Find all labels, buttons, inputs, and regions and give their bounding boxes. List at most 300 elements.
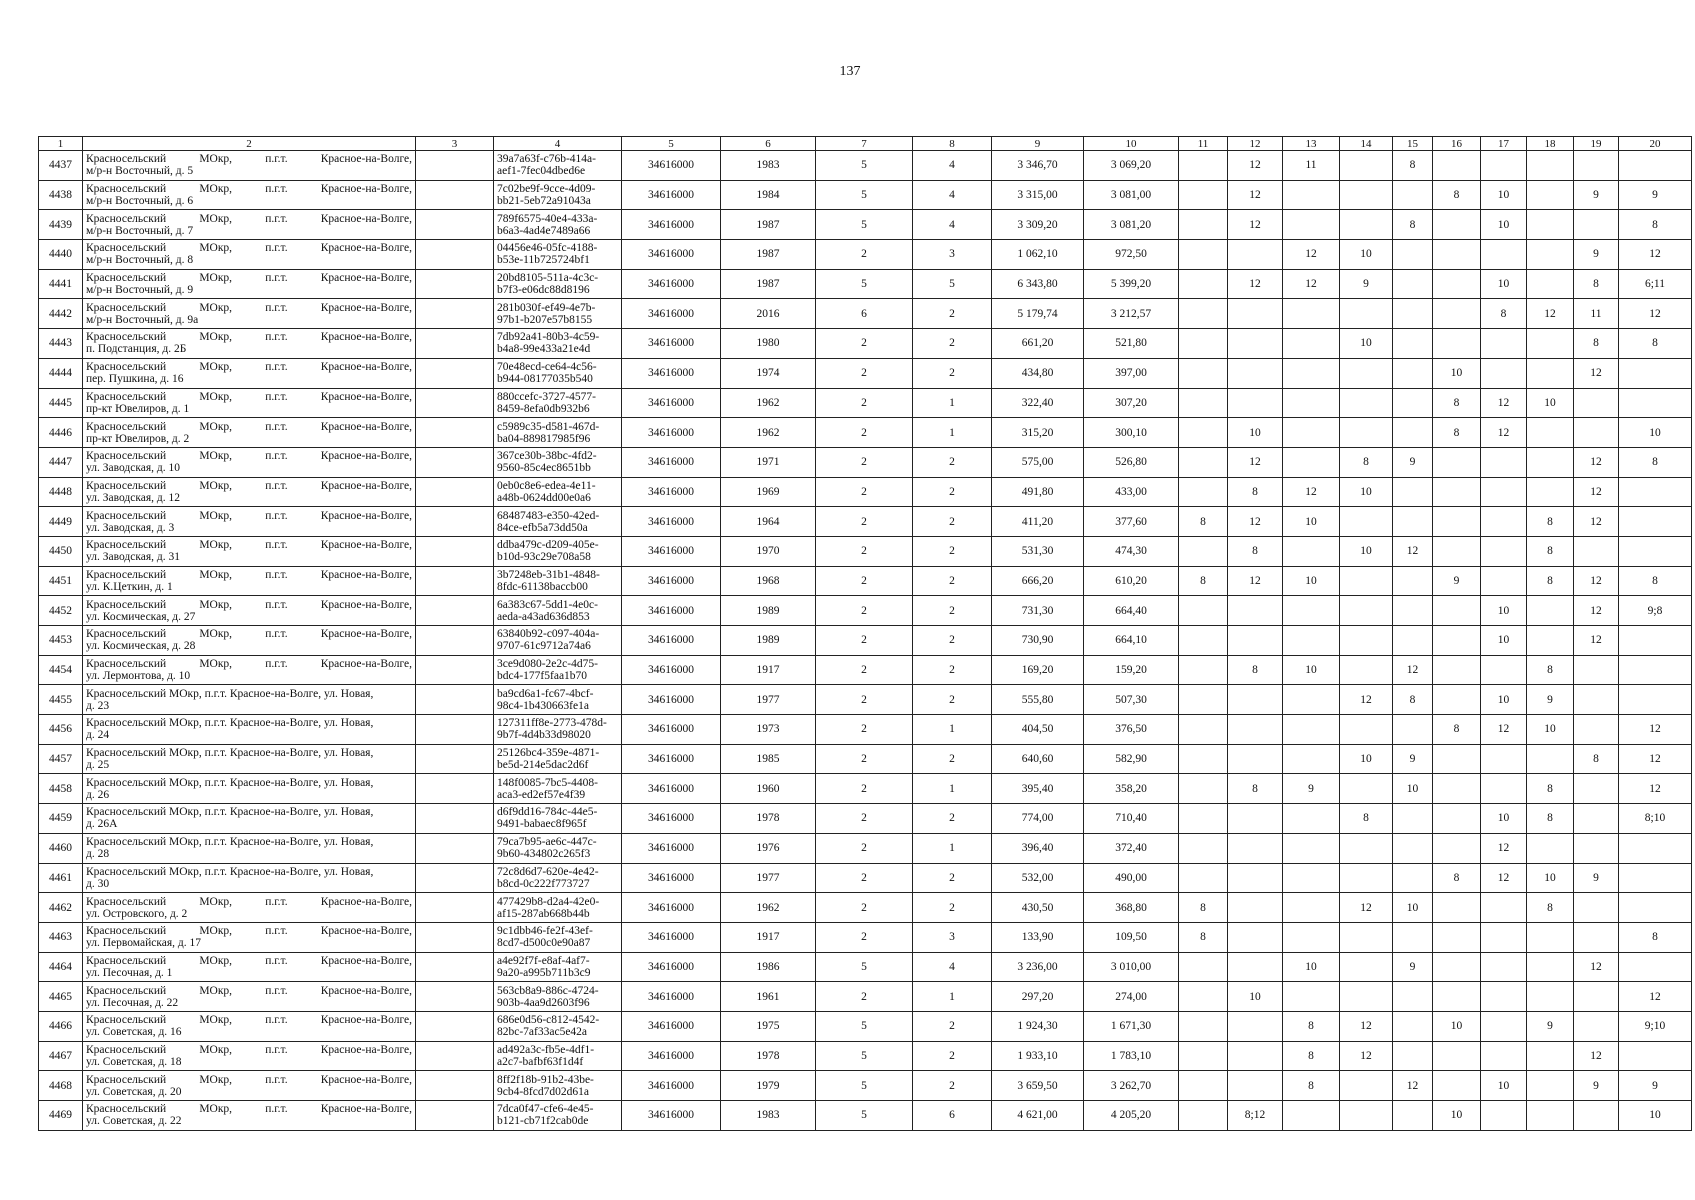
guid-line-2: 9491-babaec8f965f bbox=[497, 818, 587, 831]
year-cell: 1976 bbox=[721, 833, 816, 863]
column-17-cell bbox=[1481, 982, 1527, 1012]
guid-cell bbox=[494, 744, 622, 774]
okato-cell: 34616000 bbox=[622, 804, 721, 834]
okato-cell: 34616000 bbox=[622, 715, 721, 745]
column-3-cell bbox=[416, 240, 494, 270]
column-7-cell: 2 bbox=[816, 566, 913, 596]
column-8-cell: 2 bbox=[913, 655, 992, 685]
column-18-cell: 12 bbox=[1527, 299, 1574, 329]
column-11-cell: 8 bbox=[1179, 507, 1228, 537]
year-cell: 1979 bbox=[721, 1071, 816, 1101]
address-line-2: м/р-н Восточный, д. 8 bbox=[86, 254, 194, 267]
year-cell: 1987 bbox=[721, 269, 816, 299]
guid-line-1: ddba479c-d209-405e- bbox=[497, 539, 599, 552]
column-17-cell: 10 bbox=[1481, 685, 1527, 715]
column-13-cell bbox=[1283, 982, 1340, 1012]
guid-line-2: a48b-0624dd00e0a6 bbox=[497, 491, 591, 504]
column-13-cell: 8 bbox=[1283, 1011, 1340, 1041]
guid-line-1: 6a383c67-5dd1-4e0c- bbox=[497, 598, 598, 611]
column-18-cell bbox=[1527, 596, 1574, 626]
address-line-2: д. 23 bbox=[86, 699, 110, 712]
address-line-2: ул. Лермонтова, д. 10 bbox=[86, 670, 191, 683]
column-18-cell bbox=[1527, 744, 1574, 774]
column-8-cell: 2 bbox=[913, 685, 992, 715]
column-20-cell: 10 bbox=[1619, 1101, 1692, 1131]
living-area-cell: 490,00 bbox=[1084, 863, 1179, 893]
living-area-cell: 521,80 bbox=[1084, 329, 1179, 359]
okato-cell: 34616000 bbox=[622, 240, 721, 270]
total-area-cell: 3 309,20 bbox=[992, 210, 1084, 240]
column-header-15: 15 bbox=[1393, 137, 1433, 151]
column-7-cell: 2 bbox=[816, 418, 913, 448]
living-area-cell: 507,30 bbox=[1084, 685, 1179, 715]
column-12-cell bbox=[1228, 685, 1283, 715]
column-19-cell: 9 bbox=[1574, 1071, 1619, 1101]
okato-cell: 34616000 bbox=[622, 180, 721, 210]
column-16-cell bbox=[1433, 922, 1481, 952]
column-14-cell: 12 bbox=[1340, 1041, 1393, 1071]
total-area-cell: 640,60 bbox=[992, 744, 1084, 774]
column-3-cell bbox=[416, 715, 494, 745]
column-12-cell: 12 bbox=[1228, 151, 1283, 181]
address-line-2: ул. Островского, д. 2 bbox=[86, 907, 188, 920]
column-17-cell bbox=[1481, 952, 1527, 982]
total-area-cell: 297,20 bbox=[992, 982, 1084, 1012]
guid-line-2: ba04-889817985f96 bbox=[497, 432, 591, 445]
okato-cell: 34616000 bbox=[622, 447, 721, 477]
column-8-cell: 2 bbox=[913, 358, 992, 388]
column-19-cell bbox=[1574, 655, 1619, 685]
address-cell bbox=[83, 715, 416, 745]
column-14-cell: 12 bbox=[1340, 1011, 1393, 1041]
guid-cell bbox=[494, 596, 622, 626]
column-8-cell: 2 bbox=[913, 1071, 992, 1101]
guid-line-1: 3b7248eb-31b1-4848- bbox=[497, 568, 600, 581]
column-3-cell bbox=[416, 655, 494, 685]
address-line-2: ул. Песочная, д. 1 bbox=[86, 966, 173, 979]
guid-line-1: 0eb0c8e6-edea-4e11- bbox=[497, 479, 596, 492]
column-16-cell: 8 bbox=[1433, 863, 1481, 893]
column-3-cell bbox=[416, 329, 494, 359]
living-area-cell: 664,40 bbox=[1084, 596, 1179, 626]
column-14-cell bbox=[1340, 358, 1393, 388]
guid-line-2: b10d-93c29e708a58 bbox=[497, 551, 591, 564]
guid-line-2: b8cd-0c222f773727 bbox=[497, 877, 590, 890]
row-number-cell: 4460 bbox=[39, 833, 83, 863]
living-area-cell: 307,20 bbox=[1084, 388, 1179, 418]
column-17-cell bbox=[1481, 536, 1527, 566]
column-20-cell bbox=[1619, 833, 1692, 863]
column-14-cell bbox=[1340, 833, 1393, 863]
column-12-cell bbox=[1228, 596, 1283, 626]
column-15-cell: 8 bbox=[1393, 685, 1433, 715]
column-11-cell bbox=[1179, 447, 1228, 477]
address-line-1: Красносельский МОкр, п.г.т. Красное-на-Волге, bbox=[86, 1103, 412, 1116]
column-17-cell bbox=[1481, 1011, 1527, 1041]
guid-line-1: 563cb8a9-886c-4724- bbox=[497, 984, 599, 997]
guid-line-1: 8ff2f18b-91b2-43be- bbox=[497, 1073, 594, 1086]
column-11-cell bbox=[1179, 1011, 1228, 1041]
year-cell: 1971 bbox=[721, 447, 816, 477]
column-20-cell bbox=[1619, 655, 1692, 685]
total-area-cell: 3 315,00 bbox=[992, 180, 1084, 210]
column-12-cell: 10 bbox=[1228, 982, 1283, 1012]
column-16-cell bbox=[1433, 626, 1481, 656]
table-row bbox=[39, 240, 1692, 270]
column-18-cell: 8 bbox=[1527, 536, 1574, 566]
address-line-1: Красносельский МОкр, п.г.т. Красное-на-Волге, bbox=[86, 1043, 412, 1056]
total-area-cell: 434,80 bbox=[992, 358, 1084, 388]
guid-cell bbox=[494, 685, 622, 715]
living-area-cell: 109,50 bbox=[1084, 922, 1179, 952]
address-line-2: д. 24 bbox=[86, 729, 110, 742]
okato-cell: 34616000 bbox=[622, 626, 721, 656]
guid-line-2: b6a3-4ad4e7489a66 bbox=[497, 224, 591, 237]
column-8-cell: 2 bbox=[913, 626, 992, 656]
row-number-cell: 4458 bbox=[39, 774, 83, 804]
column-16-cell bbox=[1433, 774, 1481, 804]
guid-cell bbox=[494, 1011, 622, 1041]
column-17-cell: 10 bbox=[1481, 626, 1527, 656]
guid-line-1: 9c1dbb46-fe2f-43ef- bbox=[497, 925, 593, 938]
column-13-cell: 12 bbox=[1283, 240, 1340, 270]
address-cell bbox=[83, 329, 416, 359]
guid-cell bbox=[494, 655, 622, 685]
guid-line-2: 82bc-7af33ac5e42a bbox=[497, 1026, 588, 1039]
row-number-cell: 4463 bbox=[39, 922, 83, 952]
column-15-cell: 10 bbox=[1393, 774, 1433, 804]
housing-registry-table bbox=[38, 136, 1692, 1131]
column-17-cell: 10 bbox=[1481, 1071, 1527, 1101]
address-line-1: Красносельский МОкр, п.г.т. Красное-на-Волге, bbox=[86, 954, 412, 967]
column-15-cell: 8 bbox=[1393, 151, 1433, 181]
column-3-cell bbox=[416, 626, 494, 656]
column-17-cell bbox=[1481, 893, 1527, 923]
address-line-2: м/р-н Восточный, д. 7 bbox=[86, 224, 194, 237]
column-7-cell: 5 bbox=[816, 210, 913, 240]
column-8-cell: 2 bbox=[913, 1041, 992, 1071]
address-line-2: пер. Пушкина, д. 16 bbox=[86, 373, 184, 386]
address-cell bbox=[83, 477, 416, 507]
okato-cell: 34616000 bbox=[622, 596, 721, 626]
column-14-cell bbox=[1340, 418, 1393, 448]
year-cell: 1989 bbox=[721, 596, 816, 626]
living-area-cell: 376,50 bbox=[1084, 715, 1179, 745]
column-16-cell: 8 bbox=[1433, 388, 1481, 418]
living-area-cell: 3 262,70 bbox=[1084, 1071, 1179, 1101]
column-7-cell: 2 bbox=[816, 596, 913, 626]
okato-cell: 34616000 bbox=[622, 685, 721, 715]
address-line-1: Красносельский МОкр, п.г.т. Красное-на-Волге, ул. Новая, bbox=[86, 687, 374, 700]
column-13-cell: 10 bbox=[1283, 566, 1340, 596]
column-16-cell bbox=[1433, 744, 1481, 774]
column-13-cell bbox=[1283, 536, 1340, 566]
column-7-cell: 2 bbox=[816, 447, 913, 477]
guid-line-2: b944-08177035b540 bbox=[497, 373, 593, 386]
column-7-cell: 2 bbox=[816, 804, 913, 834]
okato-cell: 34616000 bbox=[622, 536, 721, 566]
total-area-cell: 430,50 bbox=[992, 893, 1084, 923]
year-cell: 1986 bbox=[721, 952, 816, 982]
column-20-cell bbox=[1619, 151, 1692, 181]
row-number-cell: 4438 bbox=[39, 180, 83, 210]
column-16-cell: 10 bbox=[1433, 1101, 1481, 1131]
address-cell bbox=[83, 655, 416, 685]
column-15-cell: 10 bbox=[1393, 893, 1433, 923]
column-16-cell bbox=[1433, 447, 1481, 477]
column-20-cell: 8 bbox=[1619, 922, 1692, 952]
column-11-cell bbox=[1179, 952, 1228, 982]
column-14-cell bbox=[1340, 507, 1393, 537]
okato-cell: 34616000 bbox=[622, 1071, 721, 1101]
total-area-cell: 730,90 bbox=[992, 626, 1084, 656]
guid-cell bbox=[494, 477, 622, 507]
column-17-cell bbox=[1481, 477, 1527, 507]
column-15-cell bbox=[1393, 1101, 1433, 1131]
column-3-cell bbox=[416, 447, 494, 477]
address-line-1: Красносельский МОкр, п.г.т. Красное-на-Волге, bbox=[86, 509, 412, 522]
column-12-cell bbox=[1228, 329, 1283, 359]
address-cell bbox=[83, 922, 416, 952]
address-cell bbox=[83, 180, 416, 210]
column-12-cell bbox=[1228, 358, 1283, 388]
year-cell: 1961 bbox=[721, 982, 816, 1012]
column-13-cell bbox=[1283, 893, 1340, 923]
guid-cell bbox=[494, 269, 622, 299]
guid-line-2: bdc4-177f5faa1b70 bbox=[497, 670, 588, 683]
column-11-cell bbox=[1179, 596, 1228, 626]
column-12-cell bbox=[1228, 240, 1283, 270]
living-area-cell: 358,20 bbox=[1084, 774, 1179, 804]
okato-cell: 34616000 bbox=[622, 269, 721, 299]
guid-line-1: 20bd8105-511a-4c3c- bbox=[497, 272, 599, 285]
column-12-cell: 8;12 bbox=[1228, 1101, 1283, 1131]
column-17-cell: 10 bbox=[1481, 596, 1527, 626]
column-13-cell bbox=[1283, 863, 1340, 893]
column-15-cell: 8 bbox=[1393, 210, 1433, 240]
year-cell: 1978 bbox=[721, 1041, 816, 1071]
column-number-row bbox=[39, 137, 1692, 151]
table-row bbox=[39, 566, 1692, 596]
address-line-2: д. 25 bbox=[86, 759, 110, 772]
address-cell bbox=[83, 299, 416, 329]
total-area-cell: 666,20 bbox=[992, 566, 1084, 596]
address-line-2: ул. Советская, д. 18 bbox=[86, 1055, 182, 1068]
column-15-cell bbox=[1393, 833, 1433, 863]
column-12-cell bbox=[1228, 1011, 1283, 1041]
column-18-cell: 8 bbox=[1527, 507, 1574, 537]
column-15-cell: 9 bbox=[1393, 952, 1433, 982]
guid-line-1: ad492a3c-fb5e-4df1- bbox=[497, 1043, 595, 1056]
column-13-cell: 12 bbox=[1283, 269, 1340, 299]
column-14-cell bbox=[1340, 151, 1393, 181]
column-3-cell bbox=[416, 566, 494, 596]
column-18-cell bbox=[1527, 269, 1574, 299]
row-number-cell: 4456 bbox=[39, 715, 83, 745]
total-area-cell: 395,40 bbox=[992, 774, 1084, 804]
row-number-cell: 4469 bbox=[39, 1101, 83, 1131]
column-8-cell: 4 bbox=[913, 952, 992, 982]
table-row bbox=[39, 863, 1692, 893]
guid-line-1: 127311ff8e-2773-478d- bbox=[497, 717, 607, 730]
column-11-cell bbox=[1179, 180, 1228, 210]
column-17-cell bbox=[1481, 1041, 1527, 1071]
column-20-cell bbox=[1619, 1041, 1692, 1071]
column-12-cell: 12 bbox=[1228, 180, 1283, 210]
column-13-cell bbox=[1283, 418, 1340, 448]
column-20-cell bbox=[1619, 358, 1692, 388]
okato-cell: 34616000 bbox=[622, 329, 721, 359]
guid-line-2: af15-287ab668b44b bbox=[497, 907, 590, 920]
column-18-cell: 9 bbox=[1527, 685, 1574, 715]
address-line-2: ул. Космическая, д. 27 bbox=[86, 610, 196, 623]
year-cell: 1964 bbox=[721, 507, 816, 537]
address-line-1: Красносельский МОкр, п.г.т. Красное-на-Волге, bbox=[86, 479, 412, 492]
column-12-cell bbox=[1228, 833, 1283, 863]
address-cell bbox=[83, 1101, 416, 1131]
column-11-cell bbox=[1179, 1071, 1228, 1101]
column-19-cell: 9 bbox=[1574, 863, 1619, 893]
column-13-cell bbox=[1283, 1101, 1340, 1131]
column-header-19: 19 bbox=[1574, 137, 1619, 151]
address-line-1: Красносельский МОкр, п.г.т. Красное-на-Волге, ул. Новая, bbox=[86, 747, 374, 760]
address-cell bbox=[83, 358, 416, 388]
column-16-cell bbox=[1433, 1071, 1481, 1101]
table-row bbox=[39, 388, 1692, 418]
column-3-cell bbox=[416, 358, 494, 388]
address-line-2: м/р-н Восточный, д. 6 bbox=[86, 195, 194, 208]
guid-line-1: 63840b92-c097-404a- bbox=[497, 628, 600, 641]
column-14-cell bbox=[1340, 180, 1393, 210]
column-16-cell: 8 bbox=[1433, 180, 1481, 210]
column-16-cell bbox=[1433, 536, 1481, 566]
row-number-cell: 4461 bbox=[39, 863, 83, 893]
column-7-cell: 2 bbox=[816, 240, 913, 270]
column-13-cell: 10 bbox=[1283, 507, 1340, 537]
column-17-cell: 12 bbox=[1481, 715, 1527, 745]
column-8-cell: 2 bbox=[913, 804, 992, 834]
column-7-cell: 5 bbox=[816, 180, 913, 210]
column-17-cell: 12 bbox=[1481, 388, 1527, 418]
table-row bbox=[39, 833, 1692, 863]
guid-line-2: aeda-a43ad636d853 bbox=[497, 610, 590, 623]
table-row bbox=[39, 1101, 1692, 1131]
year-cell: 1980 bbox=[721, 329, 816, 359]
guid-line-2: 97b1-b207e57b8155 bbox=[497, 313, 593, 326]
address-line-2: п. Подстанция, д. 2Б bbox=[86, 343, 187, 356]
column-20-cell bbox=[1619, 952, 1692, 982]
column-12-cell bbox=[1228, 804, 1283, 834]
column-17-cell bbox=[1481, 358, 1527, 388]
column-20-cell: 10 bbox=[1619, 418, 1692, 448]
living-area-cell: 377,60 bbox=[1084, 507, 1179, 537]
guid-cell bbox=[494, 507, 622, 537]
column-3-cell bbox=[416, 744, 494, 774]
guid-line-2: be5d-214e5dac2d6f bbox=[497, 759, 589, 772]
column-20-cell: 9 bbox=[1619, 1071, 1692, 1101]
column-15-cell: 12 bbox=[1393, 1071, 1433, 1101]
column-19-cell: 12 bbox=[1574, 596, 1619, 626]
address-line-1: Красносельский МОкр, п.г.т. Красное-на-Волге, bbox=[86, 628, 412, 641]
guid-line-1: 7db92a41-80b3-4c59- bbox=[497, 331, 600, 344]
column-11-cell bbox=[1179, 774, 1228, 804]
column-15-cell bbox=[1393, 804, 1433, 834]
column-header-3: 3 bbox=[416, 137, 494, 151]
column-8-cell: 2 bbox=[913, 477, 992, 507]
total-area-cell: 411,20 bbox=[992, 507, 1084, 537]
column-16-cell bbox=[1433, 329, 1481, 359]
table-row bbox=[39, 358, 1692, 388]
column-17-cell bbox=[1481, 566, 1527, 596]
column-8-cell: 2 bbox=[913, 893, 992, 923]
column-19-cell bbox=[1574, 922, 1619, 952]
year-cell: 1962 bbox=[721, 418, 816, 448]
column-18-cell bbox=[1527, 982, 1574, 1012]
column-11-cell bbox=[1179, 269, 1228, 299]
address-cell bbox=[83, 626, 416, 656]
address-line-2: м/р-н Восточный, д. 5 bbox=[86, 165, 194, 178]
column-14-cell bbox=[1340, 210, 1393, 240]
address-line-1: Красносельский МОкр, п.г.т. Красное-на-Волге, bbox=[86, 895, 412, 908]
okato-cell: 34616000 bbox=[622, 922, 721, 952]
column-7-cell: 5 bbox=[816, 952, 913, 982]
guid-line-1: 281b030f-ef49-4e7b- bbox=[497, 301, 596, 314]
column-20-cell: 9;8 bbox=[1619, 596, 1692, 626]
okato-cell: 34616000 bbox=[622, 655, 721, 685]
column-12-cell: 12 bbox=[1228, 566, 1283, 596]
guid-line-1: 477429b8-d2a4-42e0- bbox=[497, 895, 600, 908]
address-line-1: Красносельский МОкр, п.г.т. Красное-на-Волге, bbox=[86, 598, 412, 611]
total-area-cell: 5 179,74 bbox=[992, 299, 1084, 329]
row-number-cell: 4455 bbox=[39, 685, 83, 715]
living-area-cell: 368,80 bbox=[1084, 893, 1179, 923]
column-3-cell bbox=[416, 299, 494, 329]
column-15-cell bbox=[1393, 180, 1433, 210]
column-3-cell bbox=[416, 536, 494, 566]
column-16-cell bbox=[1433, 210, 1481, 240]
column-7-cell: 2 bbox=[816, 507, 913, 537]
address-cell bbox=[83, 507, 416, 537]
column-14-cell bbox=[1340, 566, 1393, 596]
column-11-cell bbox=[1179, 240, 1228, 270]
column-11-cell bbox=[1179, 358, 1228, 388]
column-16-cell: 10 bbox=[1433, 358, 1481, 388]
guid-cell bbox=[494, 1071, 622, 1101]
guid-line-1: 880ccefc-3727-4577- bbox=[497, 390, 596, 403]
column-3-cell bbox=[416, 952, 494, 982]
total-area-cell: 4 621,00 bbox=[992, 1101, 1084, 1131]
column-13-cell bbox=[1283, 447, 1340, 477]
column-8-cell: 2 bbox=[913, 329, 992, 359]
table-row bbox=[39, 893, 1692, 923]
column-12-cell: 12 bbox=[1228, 269, 1283, 299]
address-line-2: ул. Заводская, д. 31 bbox=[86, 551, 180, 564]
address-line-2: ул. Заводская, д. 12 bbox=[86, 491, 180, 504]
column-header-5: 5 bbox=[622, 137, 721, 151]
column-header-4: 4 bbox=[494, 137, 622, 151]
column-16-cell bbox=[1433, 655, 1481, 685]
guid-cell bbox=[494, 833, 622, 863]
column-header-13: 13 bbox=[1283, 137, 1340, 151]
column-17-cell: 12 bbox=[1481, 863, 1527, 893]
living-area-cell: 3 069,20 bbox=[1084, 151, 1179, 181]
column-19-cell bbox=[1574, 388, 1619, 418]
year-cell: 1960 bbox=[721, 774, 816, 804]
address-line-1: Красносельский МОкр, п.г.т. Красное-на-Волге, bbox=[86, 183, 412, 196]
column-14-cell bbox=[1340, 388, 1393, 418]
address-cell bbox=[83, 388, 416, 418]
column-16-cell bbox=[1433, 507, 1481, 537]
